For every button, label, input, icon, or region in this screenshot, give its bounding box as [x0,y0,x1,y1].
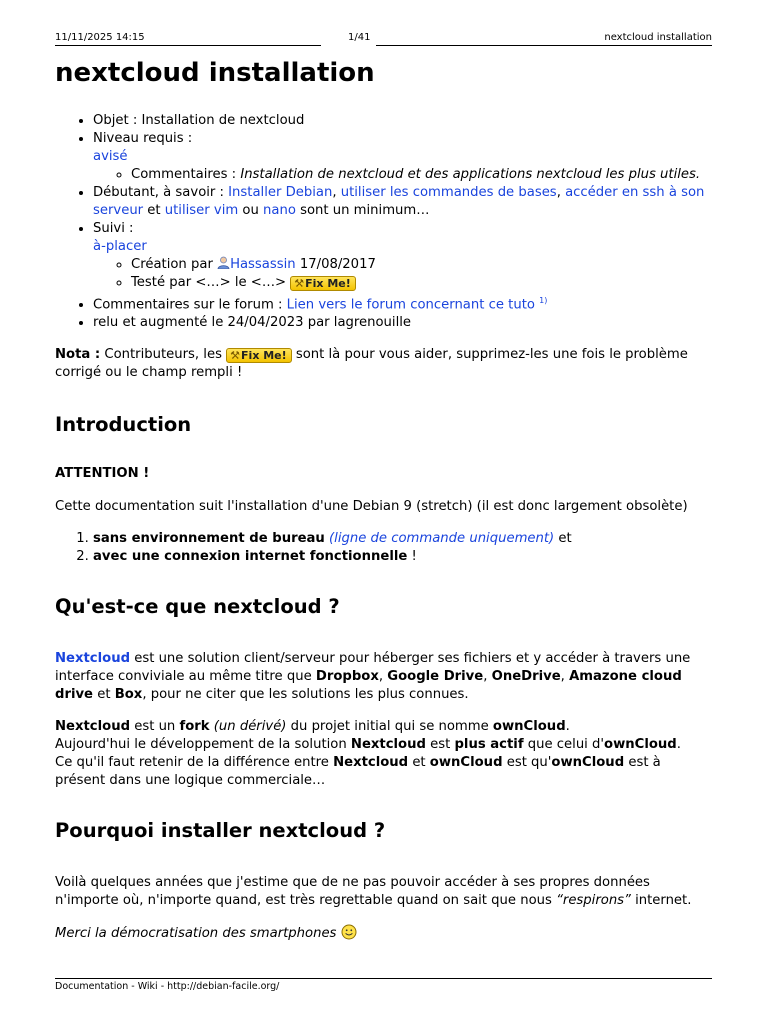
list-item: • Suivi : à-placer ◦ Création par Hassassin 17/08/2017 ◦ Testé par <…> le <…> ⚒Fix Me! [93,220,715,292]
list-item: • Niveau requis : avisé ◦ Commentaires : Installation de nextcloud et des applications nextcloud les plus utiles. [93,130,715,184]
footnote-link[interactable]: 1) [539,296,548,305]
header-rule [55,45,712,46]
link-vim[interactable]: utiliser vim [164,203,239,218]
smartphones-paragraph: Merci la démocratisation des smartphones [55,924,715,943]
list-item: • Débutant, à savoir : Installer Debian, utiliser les commandes de bases, accéder en ssh à son serveur et utiliser vim ou nano sont un minimum… [93,184,715,220]
fixme-badge[interactable]: ⚒Fix Me! [226,348,292,363]
section-heading-introduction: Introduction [55,413,192,437]
list-item: ◦ Création par Hassassin 17/08/2017 [131,256,715,274]
author-link[interactable]: Hassassin [230,257,296,272]
link-nano[interactable]: nano [263,203,296,218]
fixme-badge[interactable]: ⚒Fix Me! [290,276,356,291]
section-heading-whatis: Qu'est-ce que nextcloud ? [55,595,340,619]
user-icon [217,256,230,269]
document-name: nextcloud installation [604,32,712,43]
smiley-icon [341,924,357,940]
list-item: ◦ Testé par <…> le <…> ⚒Fix Me! [131,274,715,292]
page-number: 1/41 [348,32,371,43]
link-installer-debian[interactable]: Installer Debian [228,185,333,200]
list-item: • Objet : Installation de nextcloud [93,112,715,130]
page-header [55,32,712,46]
link-ssh[interactable]: accéder en ssh à son serveur [93,185,705,218]
cli-link[interactable]: (ligne de commande uniquement) [329,531,555,547]
forum-link[interactable]: Lien vers le forum concernant ce tuto [286,297,535,313]
attention-text: ATTENTION ! [55,466,150,482]
footer-text: Documentation - Wiki - http://debian-facile.org/ [55,981,280,992]
nextcloud-link[interactable]: Nextcloud [55,651,131,667]
fork-paragraph: Nextcloud est un fork (un dérivé) du projet initial qui se nomme ownCloud. Aujourd'hui le développement de la solution Nextcloud est plus actif que celui d'ownCloud. Ce qu'il faut retenir de la différence entre Nextcloud et ownCloud est qu'ownCloud est à présent dans une logique commerciale… [55,719,681,789]
list-item: 2. avec une connexion internet fonctionnelle ! [93,548,715,566]
list-item: ◦ Commentaires : Installation de nextcloud et des applications nextcloud les plus utiles. [131,166,715,184]
intro-paragraph: Cette documentation suit l'installation d'une Debian 9 (stretch) (il est donc largement obsolète) [55,499,688,515]
suivi-tag-link[interactable]: à-placer [93,239,147,254]
section-heading-why: Pourquoi installer nextcloud ? [55,819,386,843]
link-commandes-bases[interactable]: utiliser les commandes de bases [340,185,557,200]
page-footer [55,978,712,994]
why-paragraph: Voilà quelques années que j'estime que de ne pas pouvoir accéder à ses propres données n'importe où, n'importe quand, est très regrettable quand on sait que nous “respirons” internet. [55,875,692,909]
page-content [55,54,715,943]
list-item: 1. sans environnement de bureau (ligne de commande uniquement) et [93,530,715,548]
level-tag-link[interactable]: avisé [93,149,128,164]
meta-list [55,112,715,332]
list-item: • Commentaires sur le forum : Lien vers le forum concernant ce tuto $^{1)}$ [93,292,715,314]
requirements-list [55,530,715,566]
wrench-icon: ⚒ [230,349,241,363]
whatis-paragraph: Nextcloud est une solution client/serveur pour héberger ses fichiers et y accéder à travers une interface conviviale au même titre que Dropbox, Google Drive, OneDrive, Amazone cloud drive et Box, pour ne citer que les solutions les plus connues. [55,651,691,703]
page-title: nextcloud installation [55,58,375,88]
nota-paragraph: Nota : Contributeurs, les ⚒Fix Me! sont là pour vous aider, supprimez-les une fois le problème corrigé ou le champ rempli ! [55,347,688,381]
list-item: • relu et augmenté le 24/04/2023 par lagrenouille [93,314,715,332]
print-datetime: 11/11/2025 14:15 [55,32,145,43]
wrench-icon: ⚒ [294,277,305,290]
